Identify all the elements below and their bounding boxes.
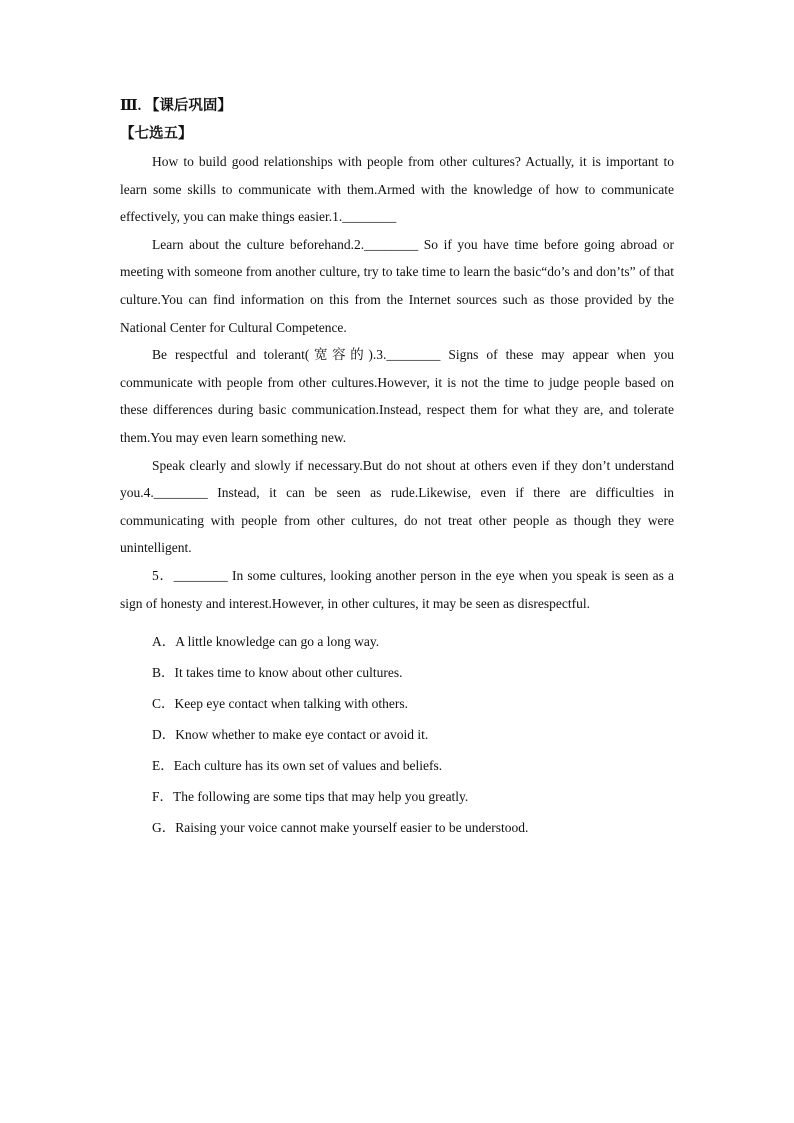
option-b: B．It takes time to know about other cultures.	[152, 665, 403, 681]
option-a: A．A little knowledge can go a long way.	[152, 634, 380, 650]
subsection-title: 【七选五】	[120, 126, 193, 142]
paragraph-respect: Be respectful and tolerant(宽容的).3.________ Signs of these may appear when you communicate with people from other cultures.However, it is not the time to judge people based on these differences during basic communication.Instead, respect them for what they are, and tolerate them.You may even learn something new.	[120, 347, 674, 445]
option-e: E．Each culture has its own set of values and beliefs.	[152, 758, 443, 774]
section-title: Ⅲ. 【课后巩固】	[120, 98, 232, 114]
worksheet-page	[120, 92, 674, 843]
answer-options	[120, 626, 674, 843]
paragraph-eye-contact: 5．________ In some cultures, looking another person in the eye when you speak is seen as a sign of honesty and interest.However, in other cultures, it may be seen as disrespectful.	[120, 567, 674, 611]
paragraph-speak: Speak clearly and slowly if necessary.But do not shout at others even if they don’t understand you.4.________ Instead, it can be seen as rude.Likewise, even if there are difficulties in communicating with people from other cultures, do not treat other people as though they were unintelligent.	[120, 457, 674, 556]
option-f: F．The following are some tips that may help you greatly.	[152, 789, 469, 805]
option-c: C．Keep eye contact when talking with others.	[152, 696, 409, 712]
paragraph-intro: How to build good relationships with people from other cultures? Actually, it is important to learn some skills to communicate with them.Armed with the knowledge of how to communicate effectively, you can make things easier.1.________	[120, 154, 674, 225]
passage	[120, 148, 674, 617]
option-d: D．Know whether to make eye contact or avoid it.	[152, 727, 429, 743]
paragraph-culture: Learn about the culture beforehand.2.________ So if you have time before going abroad or meeting with someone from another culture, try to take time to learn the basic“do’s and don’ts” of that culture.You can find information on this from the Internet sources such as those provided by the National Center for Cultural Competence.	[120, 236, 674, 335]
option-g: G．Raising your voice cannot make yourself easier to be understood.	[152, 820, 529, 836]
